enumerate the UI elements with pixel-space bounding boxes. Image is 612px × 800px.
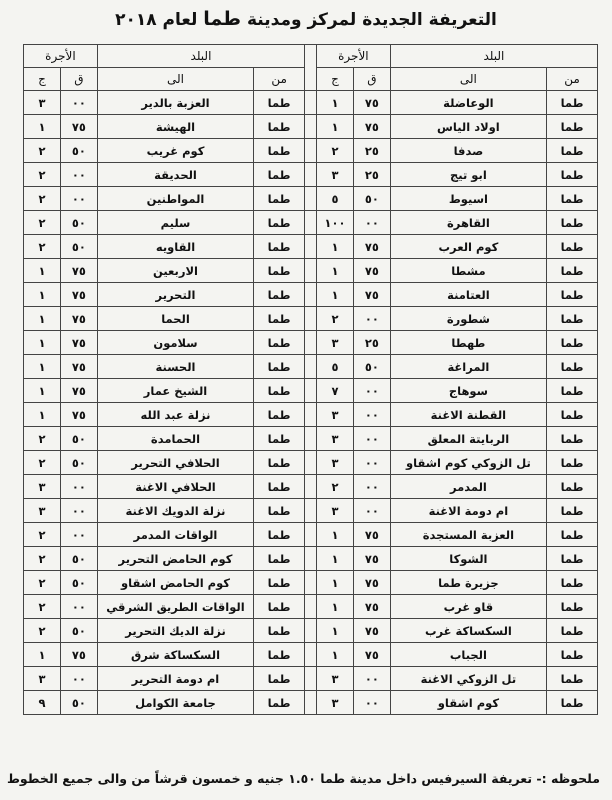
header-row-groups (24, 45, 598, 68)
right-from-cell: طما (547, 379, 598, 403)
right-to-cell: اسيوط (390, 187, 546, 211)
right-pound-cell: ٥ (317, 355, 354, 379)
right-pound-cell: ١ (317, 91, 354, 115)
right-qirsh-cell: ٢٥ (353, 163, 390, 187)
title-city: طما (203, 8, 242, 30)
right-from-cell: طما (547, 643, 598, 667)
column-separator (305, 643, 317, 667)
table-row (24, 235, 598, 259)
left-from-cell: طما (254, 427, 305, 451)
left-pound-cell: ١ (24, 307, 61, 331)
left-qirsh-cell: ٠٠ (61, 163, 98, 187)
right-qirsh-cell: ٧٥ (353, 523, 390, 547)
left-from-cell: طما (254, 547, 305, 571)
right-qirsh-cell: ٠٠ (353, 307, 390, 331)
right-qirsh-cell: ٢٥ (353, 139, 390, 163)
left-qirsh-cell: ٧٥ (61, 283, 98, 307)
table-row (24, 163, 598, 187)
left-to-header: الى (97, 68, 253, 91)
right-from-cell: طما (547, 331, 598, 355)
right-to-cell: الربايتة المعلق (390, 427, 546, 451)
column-separator (305, 571, 317, 595)
right-to-cell: شطورة (390, 307, 546, 331)
left-pound-cell: ٢ (24, 211, 61, 235)
left-qirsh-cell: ٥٠ (61, 139, 98, 163)
right-pound-cell: ١ (317, 571, 354, 595)
left-qirsh-cell: ٥٠ (61, 571, 98, 595)
left-pound-cell: ٢ (24, 427, 61, 451)
table-row (24, 355, 598, 379)
left-from-cell: طما (254, 115, 305, 139)
column-separator (305, 331, 317, 355)
left-qirsh-cell: ٥٠ (61, 547, 98, 571)
right-from-cell: طما (547, 451, 598, 475)
right-qirsh-cell: ٧٥ (353, 259, 390, 283)
right-from-cell: طما (547, 115, 598, 139)
column-separator (305, 115, 317, 139)
right-from-cell: طما (547, 163, 598, 187)
left-from-cell: طما (254, 451, 305, 475)
left-from-cell: طما (254, 595, 305, 619)
right-to-cell: صدفا (390, 139, 546, 163)
left-fare-header: الأجرة (24, 45, 98, 68)
left-qirsh-cell: ٧٥ (61, 643, 98, 667)
left-pound-cell: ٩ (24, 691, 61, 715)
left-pound-cell: ٢ (24, 523, 61, 547)
right-from-cell: طما (547, 283, 598, 307)
left-from-cell: طما (254, 139, 305, 163)
table-row (24, 259, 598, 283)
right-pound-cell: ١ (317, 547, 354, 571)
column-separator (305, 283, 317, 307)
table-row (24, 427, 598, 451)
left-qirsh-cell: ٧٥ (61, 355, 98, 379)
right-from-cell: طما (547, 499, 598, 523)
right-from-cell: طما (547, 259, 598, 283)
table-row (24, 643, 598, 667)
column-separator (305, 667, 317, 691)
left-to-cell: الشيخ عمار (97, 379, 253, 403)
left-qirsh-cell: ٥٠ (61, 211, 98, 235)
right-qirsh-cell: ٠٠ (353, 475, 390, 499)
left-qirsh-cell: ٠٠ (61, 523, 98, 547)
right-qirsh-cell: ٧٥ (353, 643, 390, 667)
left-qirsh-cell: ٥٠ (61, 427, 98, 451)
table-row (24, 307, 598, 331)
left-from-cell: طما (254, 379, 305, 403)
right-from-cell: طما (547, 187, 598, 211)
left-from-cell: طما (254, 91, 305, 115)
left-pound-cell: ٣ (24, 91, 61, 115)
left-pound-cell: ١ (24, 331, 61, 355)
right-to-cell: كوم العرب (390, 235, 546, 259)
left-qirsh-cell: ٥٠ (61, 451, 98, 475)
left-qirsh-cell: ٥٠ (61, 235, 98, 259)
left-from-cell: طما (254, 283, 305, 307)
table-row (24, 283, 598, 307)
left-from-cell: طما (254, 571, 305, 595)
left-qirsh-cell: ٧٥ (61, 331, 98, 355)
left-from-cell: طما (254, 523, 305, 547)
left-from-cell: طما (254, 667, 305, 691)
column-separator (305, 379, 317, 403)
right-pound-cell: ٣ (317, 427, 354, 451)
table-row (24, 571, 598, 595)
right-from-cell: طما (547, 595, 598, 619)
right-to-cell: اولاد الياس (390, 115, 546, 139)
right-to-cell: السكساكة غرب (390, 619, 546, 643)
fare-table-body (24, 91, 598, 715)
left-from-cell: طما (254, 475, 305, 499)
column-separator (305, 139, 317, 163)
left-pound-cell: ٣ (24, 667, 61, 691)
right-to-cell: الجباب (390, 643, 546, 667)
right-qirsh-cell: ٧٥ (353, 619, 390, 643)
right-to-cell: العتامنة (390, 283, 546, 307)
table-row (24, 115, 598, 139)
right-from-cell: طما (547, 475, 598, 499)
column-separator (305, 619, 317, 643)
right-pound-cell: ٣ (317, 403, 354, 427)
right-from-cell: طما (547, 91, 598, 115)
left-qirsh-cell: ٥٠ (61, 619, 98, 643)
table-row (24, 139, 598, 163)
right-to-cell: سوهاج (390, 379, 546, 403)
right-qirsh-cell: ٧٥ (353, 91, 390, 115)
left-pound-cell: ٣ (24, 499, 61, 523)
right-from-cell: طما (547, 403, 598, 427)
right-from-cell: طما (547, 523, 598, 547)
left-pound-cell: ٢ (24, 163, 61, 187)
right-pound-cell: ١ (317, 259, 354, 283)
left-to-cell: ام دومة التحرير (97, 667, 253, 691)
page-title (0, 6, 612, 33)
right-from-header: من (547, 68, 598, 91)
right-pound-cell: ٢ (317, 307, 354, 331)
left-route-header: البلد (97, 45, 304, 68)
right-to-cell: ام دومة الاغنة (390, 499, 546, 523)
left-qirsh-cell: ٧٥ (61, 403, 98, 427)
right-pound-cell: ١ (317, 619, 354, 643)
column-separator (305, 187, 317, 211)
right-qirsh-cell: ٠٠ (353, 667, 390, 691)
left-from-header: من (254, 68, 305, 91)
left-to-cell: الاربعين (97, 259, 253, 283)
right-to-cell: تل الزوكي كوم اشقاو (390, 451, 546, 475)
column-separator (305, 475, 317, 499)
table-row (24, 667, 598, 691)
left-from-cell: طما (254, 235, 305, 259)
column-separator (305, 499, 317, 523)
left-to-cell: الواقات الطريق الشرقي (97, 595, 253, 619)
right-from-cell: طما (547, 691, 598, 715)
right-to-cell: المدمر (390, 475, 546, 499)
right-pound-cell: ٣ (317, 451, 354, 475)
table-row (24, 691, 598, 715)
right-qirsh-cell: ٧٥ (353, 595, 390, 619)
left-to-cell: الواقات المدمر (97, 523, 253, 547)
left-pound-cell: ٢ (24, 235, 61, 259)
table-row (24, 619, 598, 643)
left-from-cell: طما (254, 619, 305, 643)
right-pound-cell: ١ (317, 283, 354, 307)
left-pound-cell: ١ (24, 643, 61, 667)
right-qirsh-cell: ٠٠ (353, 427, 390, 451)
title-year: لعام ٢٠١٨ (115, 10, 198, 30)
right-from-cell: طما (547, 667, 598, 691)
left-from-cell: طما (254, 331, 305, 355)
left-qirsh-header: ق (61, 68, 98, 91)
column-separator (305, 523, 317, 547)
right-qirsh-cell: ٠٠ (353, 499, 390, 523)
left-from-cell: طما (254, 403, 305, 427)
left-qirsh-cell: ٧٥ (61, 115, 98, 139)
column-separator (305, 427, 317, 451)
right-pound-header: ج (317, 68, 354, 91)
title-prefix: التعريفة الجديدة لمركز ومدينة (247, 10, 497, 30)
table-row (24, 499, 598, 523)
column-separator (305, 451, 317, 475)
right-from-cell: طما (547, 211, 598, 235)
right-pound-cell: ٣ (317, 499, 354, 523)
left-from-cell: طما (254, 187, 305, 211)
left-to-cell: سلامون (97, 331, 253, 355)
left-pound-cell: ٢ (24, 619, 61, 643)
right-to-cell: كوم اشقاو (390, 691, 546, 715)
left-to-cell: القاويه (97, 235, 253, 259)
right-qirsh-header: ق (353, 68, 390, 91)
right-qirsh-cell: ٥٠ (353, 355, 390, 379)
left-qirsh-cell: ٠٠ (61, 595, 98, 619)
right-qirsh-cell: ٧٥ (353, 547, 390, 571)
left-to-cell: العزبة بالدير (97, 91, 253, 115)
left-to-cell: الحلافي التحرير (97, 451, 253, 475)
right-to-cell: العزبة المستجدة (390, 523, 546, 547)
left-pound-cell: ٣ (24, 475, 61, 499)
right-pound-cell: ٢ (317, 139, 354, 163)
table-row (24, 523, 598, 547)
left-from-cell: طما (254, 643, 305, 667)
right-pound-cell: ٣ (317, 691, 354, 715)
column-separator (305, 595, 317, 619)
column-separator (305, 259, 317, 283)
right-to-cell: القاهرة (390, 211, 546, 235)
column-separator (305, 163, 317, 187)
left-qirsh-cell: ٠٠ (61, 667, 98, 691)
right-pound-cell: ٢ (317, 475, 354, 499)
left-qirsh-cell: ٠٠ (61, 187, 98, 211)
table-row (24, 595, 598, 619)
right-qirsh-cell: ٠٠ (353, 211, 390, 235)
table-row (24, 211, 598, 235)
left-to-cell: المواطنين (97, 187, 253, 211)
left-to-cell: الحديقة (97, 163, 253, 187)
left-qirsh-cell: ٧٥ (61, 307, 98, 331)
left-pound-cell: ٢ (24, 595, 61, 619)
right-to-cell: الوعاضلة (390, 91, 546, 115)
right-to-cell: قاو غرب (390, 595, 546, 619)
left-qirsh-cell: ٠٠ (61, 91, 98, 115)
right-pound-cell: ٣ (317, 667, 354, 691)
column-separator (305, 211, 317, 235)
table-row (24, 91, 598, 115)
left-to-cell: نزلة الدويك الاغنة (97, 499, 253, 523)
left-pound-cell: ١ (24, 355, 61, 379)
fare-table (23, 44, 598, 715)
left-to-cell: نزلة الديك التحرير (97, 619, 253, 643)
right-pound-cell: ١ (317, 643, 354, 667)
left-to-cell: الحسنة (97, 355, 253, 379)
right-to-cell: المراغة (390, 355, 546, 379)
right-qirsh-cell: ٧٥ (353, 571, 390, 595)
left-from-cell: طما (254, 163, 305, 187)
right-qirsh-cell: ٠٠ (353, 379, 390, 403)
left-pound-header: ج (24, 68, 61, 91)
column-separator (305, 355, 317, 379)
table-row (24, 187, 598, 211)
column-separator (305, 403, 317, 427)
left-qirsh-cell: ٠٠ (61, 475, 98, 499)
right-qirsh-cell: ٠٠ (353, 403, 390, 427)
column-separator (305, 307, 317, 331)
right-qirsh-cell: ٠٠ (353, 691, 390, 715)
table-row (24, 331, 598, 355)
footnote: ملحوظه :- تعريفة السيرفيس داخل مدينة طما ١.٥٠ جنيه و خمسون قرشاً من والى جميع الخطوط (6, 771, 600, 786)
column-separator (305, 691, 317, 715)
table-row (24, 403, 598, 427)
left-pound-cell: ٢ (24, 187, 61, 211)
left-to-cell: نزلة عبد الله (97, 403, 253, 427)
left-to-cell: الحمامدة (97, 427, 253, 451)
table-row (24, 379, 598, 403)
left-from-cell: طما (254, 355, 305, 379)
right-from-cell: طما (547, 355, 598, 379)
right-to-cell: القطنة الاغنة (390, 403, 546, 427)
right-from-cell: طما (547, 235, 598, 259)
right-qirsh-cell: ٠٠ (353, 451, 390, 475)
left-to-cell: السكساكة شرق (97, 643, 253, 667)
column-separator (305, 45, 317, 91)
right-pound-cell: ١ (317, 523, 354, 547)
table-row (24, 547, 598, 571)
right-pound-cell: ١ (317, 115, 354, 139)
right-to-cell: مشطا (390, 259, 546, 283)
left-qirsh-cell: ٠٠ (61, 499, 98, 523)
right-qirsh-cell: ٧٥ (353, 115, 390, 139)
left-pound-cell: ١ (24, 115, 61, 139)
left-to-cell: جامعة الكوامل (97, 691, 253, 715)
right-from-cell: طما (547, 547, 598, 571)
left-to-cell: الحلافي الاغنة (97, 475, 253, 499)
right-fare-header: الأجرة (317, 45, 391, 68)
table-row (24, 475, 598, 499)
left-pound-cell: ١ (24, 403, 61, 427)
left-pound-cell: ١ (24, 259, 61, 283)
right-pound-cell: ٧ (317, 379, 354, 403)
left-pound-cell: ٢ (24, 451, 61, 475)
right-qirsh-cell: ٥٠ (353, 187, 390, 211)
left-from-cell: طما (254, 211, 305, 235)
right-to-cell: ابو تيج (390, 163, 546, 187)
right-pound-cell: ٣ (317, 331, 354, 355)
right-pound-cell: ١ (317, 235, 354, 259)
column-separator (305, 91, 317, 115)
left-from-cell: طما (254, 691, 305, 715)
column-separator (305, 235, 317, 259)
right-to-cell: تل الزوكي الاغنة (390, 667, 546, 691)
right-pound-cell: ١٠٠ (317, 211, 354, 235)
left-pound-cell: ١ (24, 379, 61, 403)
right-from-cell: طما (547, 571, 598, 595)
left-from-cell: طما (254, 307, 305, 331)
right-route-header: البلد (390, 45, 597, 68)
column-separator (305, 547, 317, 571)
right-from-cell: طما (547, 427, 598, 451)
right-to-header: الى (390, 68, 546, 91)
right-pound-cell: ٥ (317, 187, 354, 211)
left-to-cell: كوم غريب (97, 139, 253, 163)
left-pound-cell: ٢ (24, 139, 61, 163)
right-pound-cell: ٣ (317, 163, 354, 187)
left-from-cell: طما (254, 499, 305, 523)
right-to-cell: جزيرة طما (390, 571, 546, 595)
table-row (24, 451, 598, 475)
right-pound-cell: ١ (317, 595, 354, 619)
right-qirsh-cell: ٧٥ (353, 283, 390, 307)
left-to-cell: التحرير (97, 283, 253, 307)
right-qirsh-cell: ٧٥ (353, 235, 390, 259)
right-qirsh-cell: ٢٥ (353, 331, 390, 355)
left-pound-cell: ٢ (24, 547, 61, 571)
right-to-cell: الشوكا (390, 547, 546, 571)
left-qirsh-cell: ٧٥ (61, 259, 98, 283)
left-to-cell: الهيشة (97, 115, 253, 139)
left-to-cell: سليم (97, 211, 253, 235)
left-qirsh-cell: ٧٥ (61, 379, 98, 403)
right-to-cell: طهطا (390, 331, 546, 355)
left-to-cell: كوم الحامض التحرير (97, 547, 253, 571)
right-from-cell: طما (547, 619, 598, 643)
left-pound-cell: ١ (24, 283, 61, 307)
left-pound-cell: ٢ (24, 571, 61, 595)
left-to-cell: كوم الحامض اشقاو (97, 571, 253, 595)
left-from-cell: طما (254, 259, 305, 283)
left-qirsh-cell: ٥٠ (61, 691, 98, 715)
right-from-cell: طما (547, 307, 598, 331)
left-to-cell: الحما (97, 307, 253, 331)
right-from-cell: طما (547, 139, 598, 163)
